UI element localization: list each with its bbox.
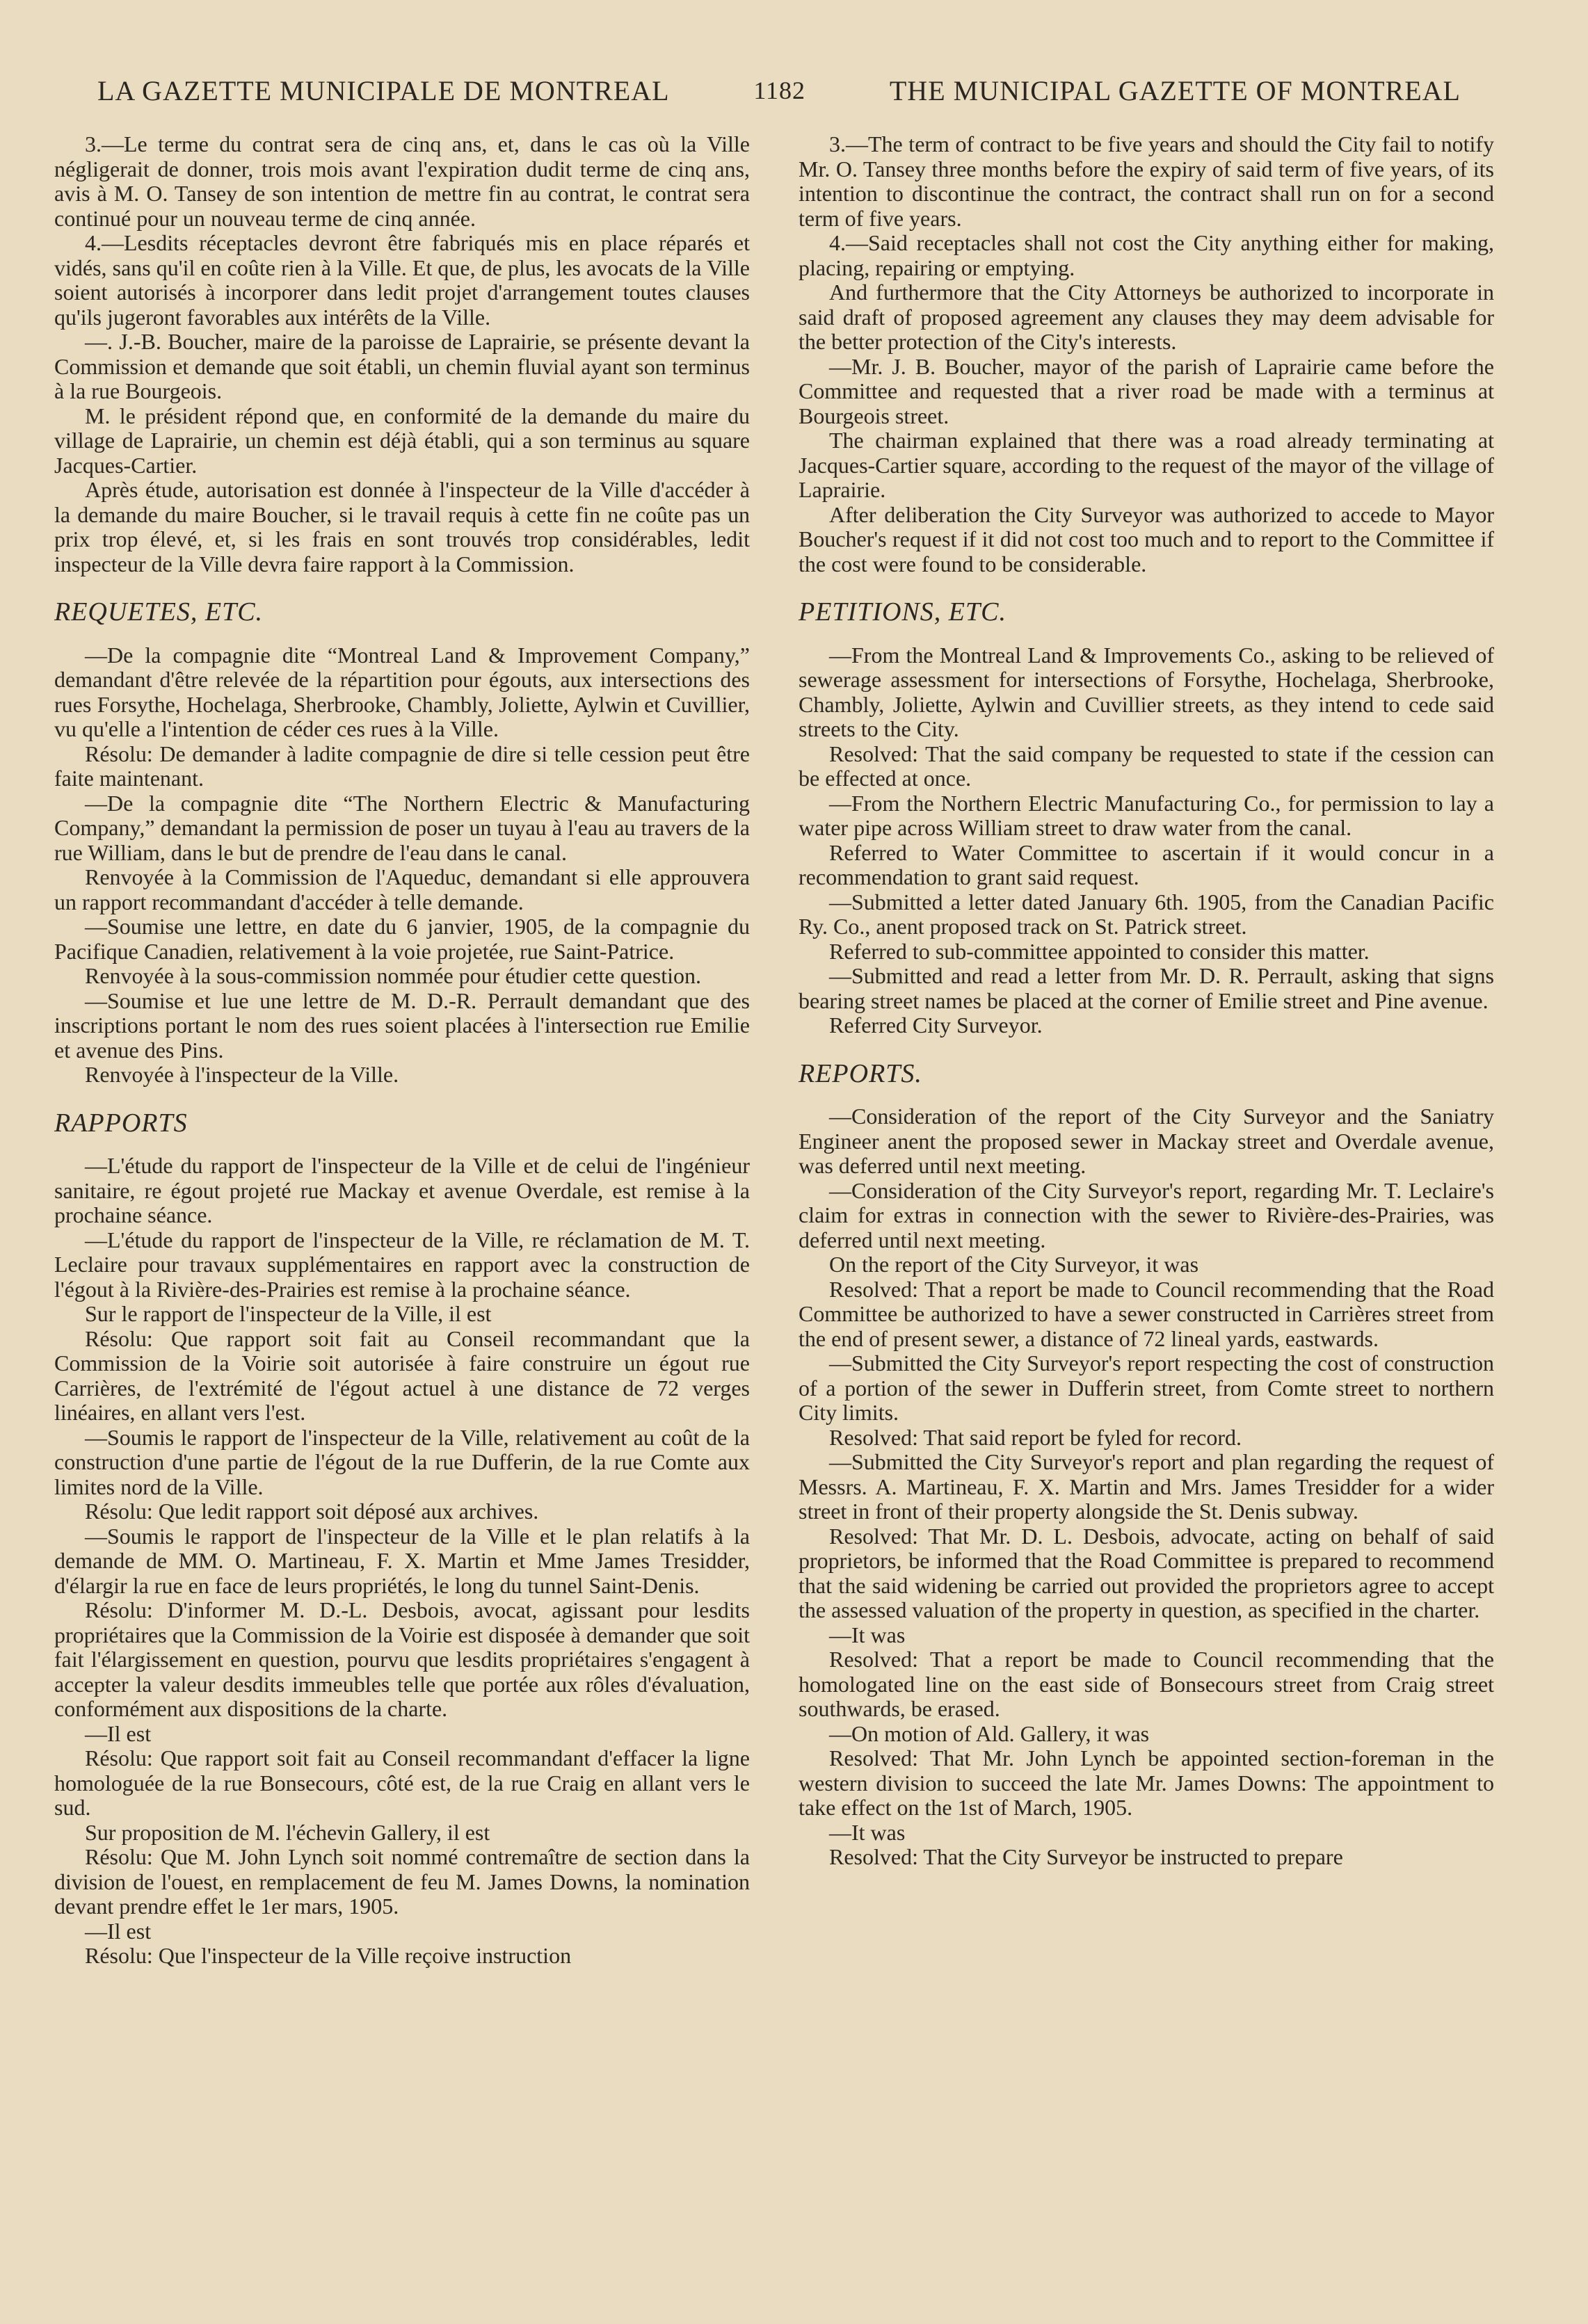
paragraph: Résolu: Que rapport soit fait au Conseil recommandant d'effacer la ligne homologuée de la rue Bonsecours, côté est, de la rue Craig en allant vers le sud. [54,1745,750,1820]
paragraph: On the report of the City Surveyor, it was [829,1252,1199,1277]
paragraph: —Consideration of the City Surveyor's report, regarding Mr. T. Leclaire's claim for extras in connection with the sewer to Rivière-des-Prairies, was deferred until next meeting. [799,1177,1494,1252]
french-intro [54,132,750,576]
section-heading-requetes: REQUETES, ETC. [54,597,264,627]
paragraph: Resolved: That the said company be requested to state if the cession can be effected at once. [799,741,1494,791]
paragraph: M. le président répond que, en conformité de la demande du maire du village de Laprairie, un chemin est déjà établi, qui a son terminus au square Jacques-Cartier. [54,403,750,478]
section-heading-rapports: RAPPORTS [54,1108,188,1138]
paragraph: Resolved: That a report be made to Council recommending that the homologated line on the east side of Bonsecours street from Craig street southwards, be erased. [799,1647,1494,1721]
paragraph: 3.—The term of contract to be five years and should the City fail to notify Mr. O. Tansey three months before the expiry of said term of five years, of its intention to discontinue the contract, the contract shall run on for a second term of five years. [799,131,1494,231]
section-heading-reports: REPORTS. [799,1058,922,1088]
english-intro [799,132,1494,576]
paragraph: Sur proposition de M. l'échevin Gallery, il est [85,1819,490,1845]
header-english-title: THE MUNICIPAL GAZETTE OF MONTREAL [889,74,1461,106]
paragraph: —From the Montreal Land & Improvements Co., asking to be relieved of sewerage assessment for intersections of Forsythe, Hochelaga, Sherbrooke, Chambly, Joliette, Aylwin and Cuvillier streets, as they intend to cede said streets to the City. [799,642,1494,741]
paragraph: —From the Northern Electric Manufacturing Co., for permission to lay a water pipe across William street to draw water from the canal. [799,790,1494,840]
paragraph: —It was [829,1622,906,1647]
section-heading-petitions: PETITIONS, ETC. [799,597,1006,627]
paragraph: Renvoyée à la Commission de l'Aqueduc, demandant si elle approuvera un rapport recommandant d'accéder à telle demande. [54,864,750,914]
paragraph: Resolved: That said report be fyled for record. [829,1424,1242,1450]
paragraph: The chairman explained that there was a road already terminating at Jacques-Cartier square, according to the request of the mayor of the village of Laprairie. [799,428,1494,502]
paragraph: Résolu: D'informer M. D.-L. Desbois, avocat, agissant pour lesdits propriétaires que la Commission de la Voirie est disposée à demander que soit fait l'élargissement en question, pourvu que lesdits propriétaires s'engagent à accepter la valeur desdits immeubles telle que portée aux rôles d'évaluation, conformément aux dispositions de la charte. [54,1597,750,1721]
paragraph: Resolved: That the City Surveyor be instructed to prepare [829,1844,1343,1869]
paragraph: —Consideration of the report of the City Surveyor and the Saniatry Engineer anent the proposed sewer in Mackay street and Overdale avenue, was deferred until next meeting. [799,1104,1494,1178]
paragraph: —Soumise une lettre, en date du 6 janvier, 1905, de la compagnie du Pacifique Canadien, relativement à la voie projetée, rue Saint-Patrice. [54,914,750,964]
paragraph: Résolu: Que ledit rapport soit déposé aux archives. [85,1499,539,1524]
paragraph: 4.—Said receptacles shall not cost the City anything either for making, placing, repairing or emptying. [799,230,1494,280]
paragraph: —Mr. J. B. Boucher, mayor of the parish of Laprairie came before the Committee and requested that a river road be made with a terminus at Bourgeois street. [799,353,1494,428]
paragraph: —L'étude du rapport de l'inspecteur de la Ville et de celui de l'ingénieur sanitaire, re égout projeté rue Mackay et avenue Overdale, est remise à la prochaine séance. [54,1153,750,1227]
paragraph: —. J.-B. Boucher, maire de la paroisse de Laprairie, se présente devant la Commission et demande que soit établi, un chemin fluvial ayant son terminus à la rue Bourgeois. [54,329,750,403]
paragraph: —On motion of Ald. Gallery, it was [829,1720,1150,1746]
paragraph: —Soumis le rapport de l'inspecteur de la Ville, relativement au coût de la construction d'une partie de l'égout de la rue Dufferin, de la rue Comte aux limites nord de la Ville. [54,1424,750,1499]
paragraph: Résolu: Que rapport soit fait au Conseil recommandant que la Commission de la Voirie soit autorisée à faire construire un égout rue Carrières, de l'extrémité de l'égout actuel à une distance de 72 verges linéaires, en allant vers l'est. [54,1325,750,1425]
paragraph: Referred City Surveyor. [829,1012,1043,1038]
paragraph: —De la compagnie dite “Montreal Land & Improvement Company,” demandant d'être relevée de la répartition pour égouts, aux intersections des rues Forsythe, Hochelaga, Sherbrooke, Chambly, Joliette, Aylwin et Cuvillier, vu qu'elle a l'intention de céder ces rues à la Ville. [54,642,750,741]
header-french-title: LA GAZETTE MUNICIPALE DE MONTREAL [97,74,670,106]
page-number: 1182 [753,76,806,104]
paragraph: Résolu: Que M. John Lynch soit nommé contremaître de section dans la division de l'ouest, en remplacement de feu M. James Downs, la nomination devant prendre effet le 1er mars, 1905. [54,1844,750,1919]
paragraph: —Soumise et lue une lettre de M. D.-R. Perrault demandant que des inscriptions portant le nom des rues soient placées à l'intersection rue Emilie et avenue des Pins. [54,987,750,1063]
paragraph: —It was [829,1819,906,1845]
paragraph: —Il est [85,1720,152,1746]
paragraph: Referred to sub-committee appointed to consider this matter. [829,938,1370,964]
paragraph: Referred to Water Committee to ascertain if it would concur in a recommendation to grant said request. [799,839,1494,889]
paragraph: Renvoyée à l'inspecteur de la Ville. [85,1062,399,1087]
paragraph: —Il est [85,1918,152,1944]
paragraph: Resolved: That Mr. John Lynch be appointed section-foreman in the western division to succeed the late Mr. James Downs: The appointment to take effect on the 1st of March, 1905. [799,1745,1494,1820]
french-requetes [54,643,750,1088]
paragraph: Après étude, autorisation est donnée à l'inspecteur de la Ville d'accéder à la demande du maire Boucher, si le travail requis à cette fin ne coûte pas un prix trop élevé, et, si les frais en sont trouvés trop considérables, ledit inspecteur de la Ville devra faire rapport à la Commission. [54,477,750,576]
paragraph: —Soumis le rapport de l'inspecteur de la Ville et le plan relatifs à la demande de MM. O. Martineau, F. X. Martin et Mme James Tresidder, d'élargir la rue en face de leurs propriétés, le long du tunnel Saint-Denis. [54,1523,750,1598]
paragraph: After deliberation the City Surveyor was authorized to accede to Mayor Boucher's request if it did not cost too much and to report to the Committee if the cost were found to be considerable. [799,501,1494,576]
english-reports [799,1104,1494,1870]
english-column [799,132,1494,1870]
paragraph: —L'étude du rapport de l'inspecteur de la Ville, re réclamation de M. T. Leclaire pour travaux supplémentaires en rapport avec la construction de l'égout à la Rivière-des-Prairies est remise à la prochaine séance. [54,1227,750,1302]
paragraph: Resolved: That a report be made to Council recommending that the Road Committee be authorized to have a sewer constructed in Carrières street from the end of present sewer, a distance of 72 lineal yards, eastwards. [799,1276,1494,1351]
english-petitions [799,643,1494,1038]
paragraph: —Submitted a letter dated January 6th. 1905, from the Canadian Pacific Ry. Co., anent proposed track on St. Patrick street. [799,889,1494,939]
paragraph: Resolved: That Mr. D. L. Desbois, advocate, acting on behalf of said proprietors, be informed that the Road Committee is prepared to recommend that the said widening be carried out provided the proprietors agree to accept the assessed valuation of the property in question, as specified in the charter. [799,1523,1494,1622]
page-header [97,70,1461,111]
french-rapports [54,1154,750,1969]
paragraph: —Submitted the City Surveyor's report respecting the cost of construction of a portion of the sewer in Dufferin street, from Comte street to northern City limits. [799,1350,1494,1425]
paragraph: 3.—Le terme du contrat sera de cinq ans, et, dans le cas où la Ville négligerait de donner, trois mois avant l'expiration dudit terme de cinq ans, avis à M. O. Tansey de son intention de mettre fin au contrat, le contrat sera continué pour un nouveau terme de cinq année. [54,131,750,231]
paragraph: Sur le rapport de l'inspecteur de la Ville, il est [85,1301,492,1326]
paragraph: 4.—Lesdits réceptacles devront être fabriqués mis en place réparés et vidés, sans qu'il en coûte rien à la Ville. Et que, de plus, les avocats de la Ville soient autorisés à incorporer dans ledit projet d'arrangement toutes clauses qu'ils jugeront favorables aux intérêts de la Ville. [54,230,750,330]
french-column [54,132,750,1969]
paragraph: —De la compagnie dite “The Northern Electric & Manufacturing Company,” demandant la permission de poser un tuyau à l'eau au travers de la rue William, dans le but de prendre de l'eau dans le canal. [54,790,750,865]
paragraph: —Submitted and read a letter from Mr. D. R. Perrault, asking that signs bearing street names be placed at the corner of Emilie street and Pine avenue. [799,963,1494,1013]
paragraph: —Submitted the City Surveyor's report and plan regarding the request of Messrs. A. Martineau, F. X. Martin and Mrs. James Tresidder for a wider street in front of their property alongside the St. Denis subway. [799,1449,1494,1524]
paragraph: Résolu: Que l'inspecteur de la Ville reçoive instruction [85,1943,572,1968]
paragraph: And furthermore that the City Attorneys be authorized to incorporate in said draft of proposed agreement any clauses they may deem advisable for the better protection of the City's interests. [799,280,1494,354]
paragraph: Renvoyée à la sous-commission nommée pour étudier cette question. [85,963,701,988]
paragraph: Résolu: De demander à ladite compagnie de dire si telle cession peut être faite maintenant. [54,741,750,791]
